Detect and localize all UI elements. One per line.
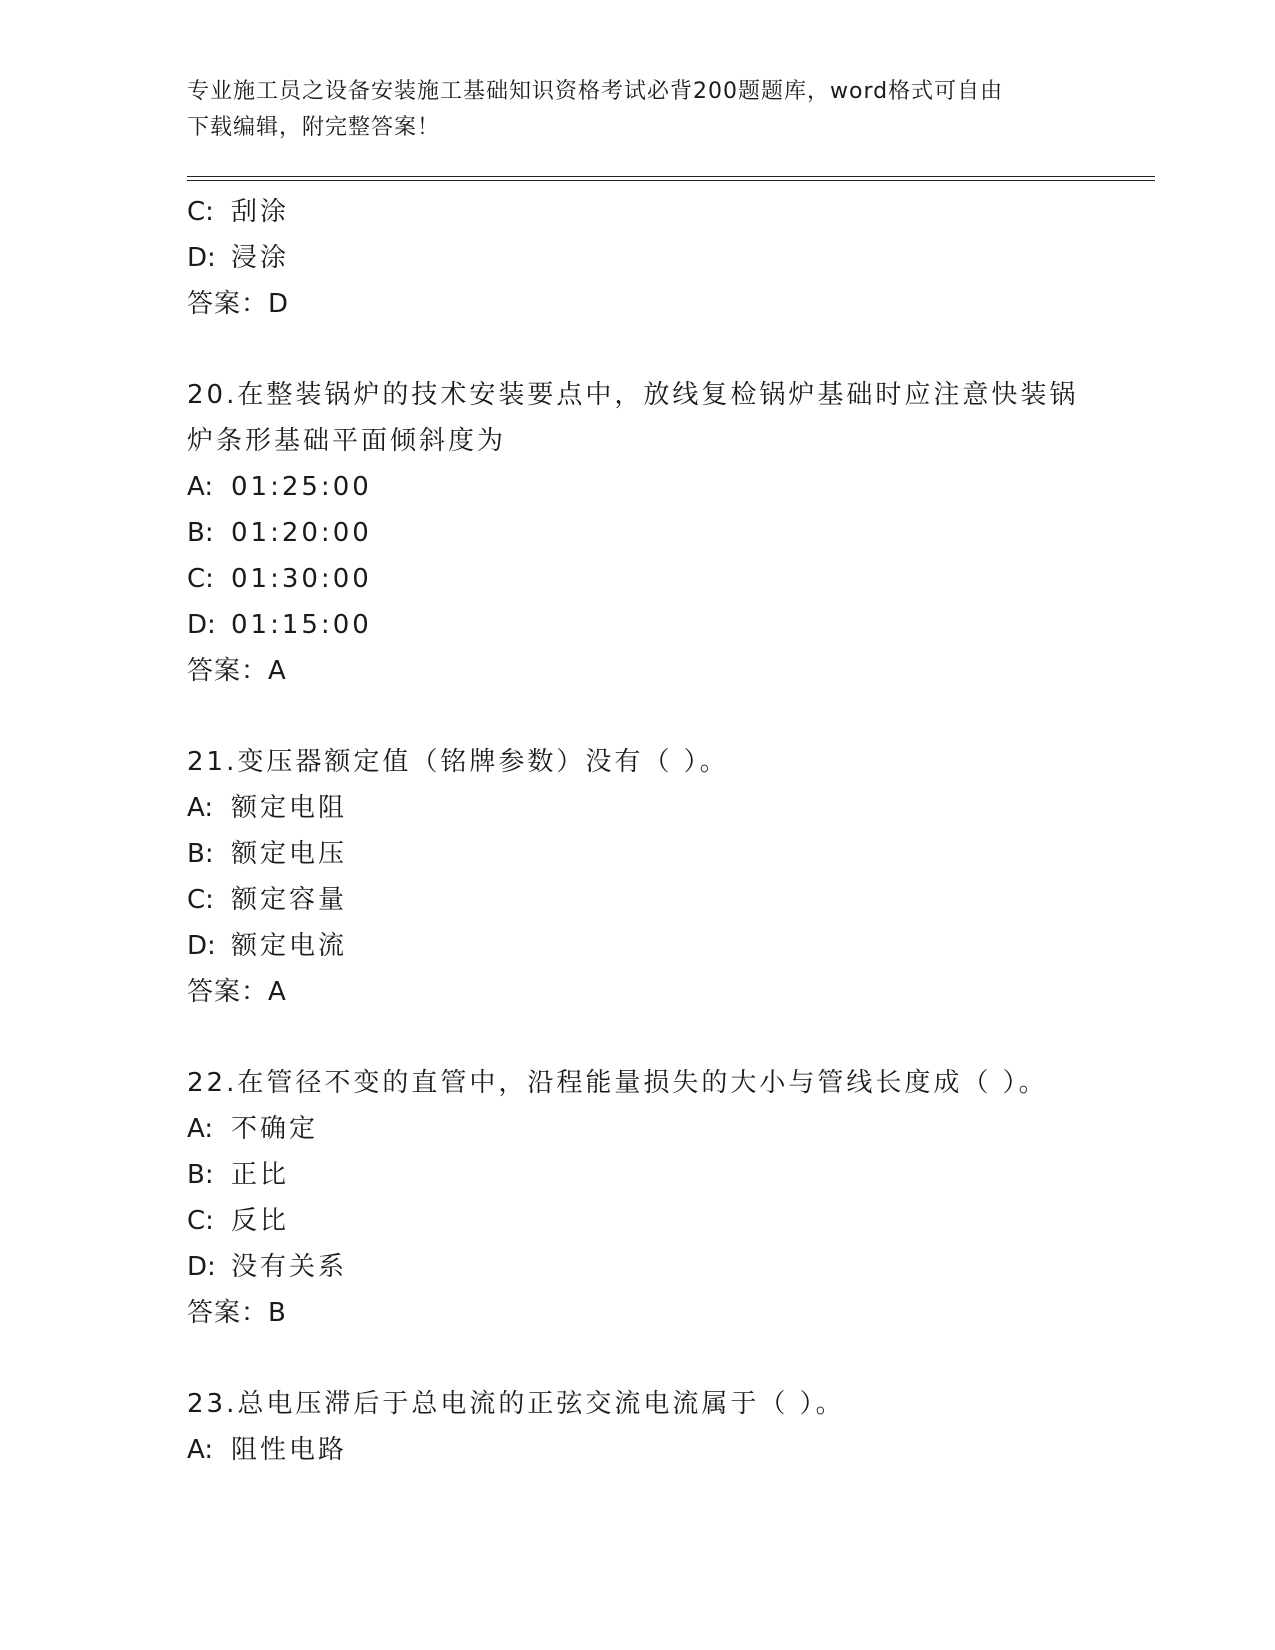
option-text: 正比 <box>231 1160 290 1190</box>
option-a <box>187 1106 1155 1152</box>
option-b <box>187 510 1155 556</box>
option-key: B: <box>187 839 214 869</box>
question-stem-line-2: 炉条形基础平面倾斜度为 <box>187 426 507 456</box>
answer-line: 答案：B <box>187 1298 287 1328</box>
option-key: C: <box>187 1206 214 1236</box>
question-stem-line-1: 23.总电压滞后于总电流的正弦交流电流属于（ ）。 <box>187 1389 845 1419</box>
option-text: 额定电阻 <box>231 793 348 823</box>
option-a <box>187 785 1155 831</box>
spacer <box>187 694 1155 739</box>
question-19-continued <box>187 189 1155 327</box>
option-key: D: <box>187 1252 216 1282</box>
question-20 <box>187 372 1155 694</box>
question-21 <box>187 739 1155 1015</box>
option-text: 反比 <box>231 1206 290 1236</box>
option-text: 01:20:00 <box>231 518 372 548</box>
option-b <box>187 1152 1155 1198</box>
option-text: 阻性电路 <box>231 1435 348 1465</box>
option-key: B: <box>187 518 214 548</box>
question-stem-line-1: 20.在整装锅炉的技术安装要点中，放线复检锅炉基础时应注意快装锅 <box>187 380 1079 410</box>
answer-line: 答案：D <box>187 289 290 319</box>
option-text: 01:25:00 <box>231 472 372 502</box>
option-a <box>187 1427 1155 1473</box>
option-text: 浸涂 <box>231 243 290 273</box>
header-line-1: 专业施工员之设备安装施工基础知识资格考试必背200题题库，word格式可自由 <box>187 79 1004 104</box>
header-line-2: 下载编辑，附完整答案！ <box>187 115 441 140</box>
option-text: 额定电流 <box>231 931 348 961</box>
spacer <box>187 327 1155 372</box>
option-d <box>187 1244 1155 1290</box>
option-key: C: <box>187 564 214 594</box>
answer-line: 答案：A <box>187 656 287 686</box>
option-c <box>187 1198 1155 1244</box>
option-c <box>187 556 1155 602</box>
header-divider <box>187 176 1155 181</box>
option-key: B: <box>187 1160 214 1190</box>
option-key: A: <box>187 472 214 502</box>
question-22 <box>187 1060 1155 1336</box>
option-text: 额定容量 <box>231 885 348 915</box>
question-stem-line-1: 22.在管径不变的直管中，沿程能量损失的大小与管线长度成（ ）。 <box>187 1068 1048 1098</box>
option-text: 没有关系 <box>231 1252 348 1282</box>
option-key: A: <box>187 793 214 823</box>
option-key: C: <box>187 885 214 915</box>
question-23 <box>187 1381 1155 1473</box>
question-stem-line-1: 21.变压器额定值（铭牌参数）没有（ ）。 <box>187 747 729 777</box>
document-header <box>187 74 1087 146</box>
answer-line: 答案：A <box>187 977 287 1007</box>
option-d <box>187 235 1155 281</box>
option-d <box>187 923 1155 969</box>
option-text: 刮涂 <box>231 197 290 227</box>
option-a <box>187 464 1155 510</box>
option-key: A: <box>187 1435 214 1465</box>
option-b <box>187 831 1155 877</box>
option-text: 01:30:00 <box>231 564 372 594</box>
option-key: D: <box>187 931 216 961</box>
option-text: 01:15:00 <box>231 610 372 640</box>
option-key: D: <box>187 610 216 640</box>
option-d <box>187 602 1155 648</box>
option-c <box>187 189 1155 235</box>
spacer <box>187 1015 1155 1060</box>
option-key: D: <box>187 243 216 273</box>
question-list <box>187 189 1155 1473</box>
option-key: A: <box>187 1114 214 1144</box>
option-key: C: <box>187 197 214 227</box>
option-c <box>187 877 1155 923</box>
option-text: 额定电压 <box>231 839 348 869</box>
option-text: 不确定 <box>231 1114 319 1144</box>
spacer <box>187 1336 1155 1381</box>
